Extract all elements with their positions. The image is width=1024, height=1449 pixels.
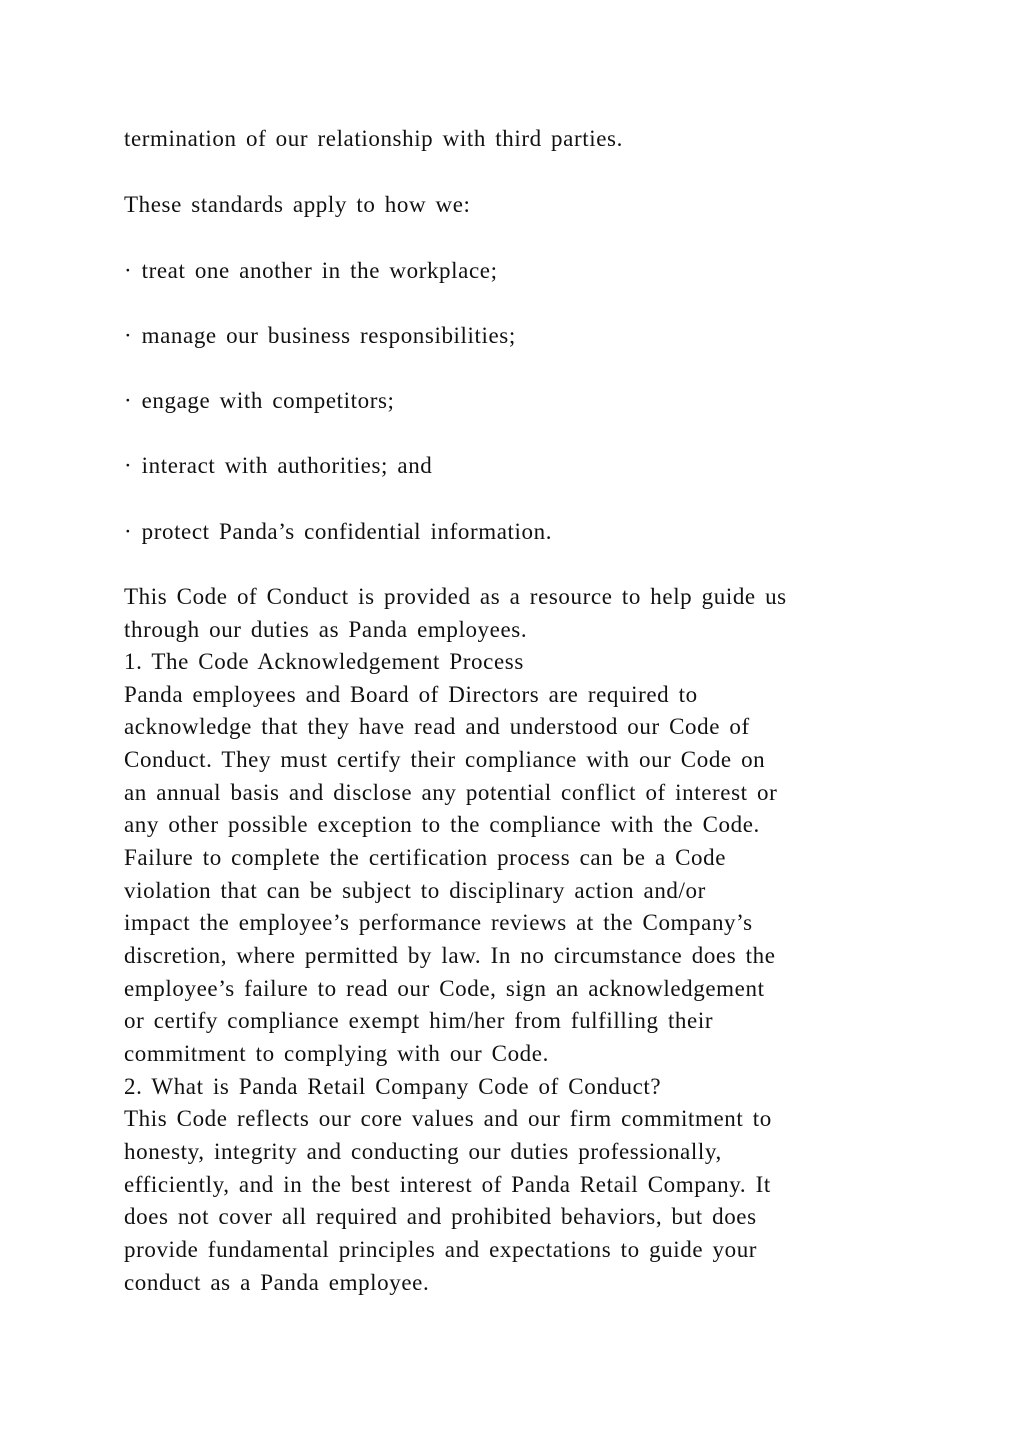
section-heading: 2. What is Panda Retail Company Code of Conduct? (124, 1074, 662, 1099)
text-line: does not cover all required and prohibited behaviors, but does (124, 1204, 757, 1229)
bullet-item: · treat one another in the workplace; (124, 258, 498, 283)
text-line: any other possible exception to the compliance with the Code. (124, 812, 760, 837)
bullet-item: · protect Panda’s confidential information. (124, 519, 553, 544)
bullet-item: · manage our business responsibilities; (124, 323, 516, 348)
text-line: honesty, integrity and conducting our duties professionally, (124, 1139, 722, 1164)
text-line: violation that can be subject to disciplinary action and/or (124, 878, 706, 903)
text-line: This Code reflects our core values and our firm commitment to (124, 1106, 772, 1131)
bullet-item: · interact with authorities; and (124, 453, 433, 478)
text-line: This Code of Conduct is provided as a resource to help guide us (124, 584, 787, 609)
text-line: commitment to complying with our Code. (124, 1041, 549, 1066)
text-line: discretion, where permitted by law. In no circumstance does the (124, 943, 776, 968)
text-line: conduct as a Panda employee. (124, 1270, 430, 1295)
text-line: impact the employee’s performance reviews at the Company’s (124, 910, 753, 935)
text-line: provide fundamental principles and expectations to guide your (124, 1237, 758, 1262)
text-line: Failure to complete the certification process can be a Code (124, 845, 727, 870)
text-line: termination of our relationship with third parties. (124, 126, 623, 151)
text-line: through our duties as Panda employees. (124, 617, 528, 642)
text-line: employee’s failure to read our Code, sign an acknowledgement (124, 976, 765, 1001)
text-line: Panda employees and Board of Directors are required to (124, 682, 698, 707)
section-heading: 1. The Code Acknowledgement Process (124, 649, 524, 674)
bullet-item: · engage with competitors; (124, 388, 395, 413)
text-line: efficiently, and in the best interest of Panda Retail Company. It (124, 1172, 771, 1197)
text-line: an annual basis and disclose any potential conflict of interest or (124, 780, 778, 805)
text-line: or certify compliance exempt him/her from fulfilling their (124, 1008, 714, 1033)
text-line: acknowledge that they have read and understood our Code of (124, 714, 750, 739)
text-line: Conduct. They must certify their compliance with our Code on (124, 747, 766, 772)
text-line: These standards apply to how we: (124, 192, 471, 217)
